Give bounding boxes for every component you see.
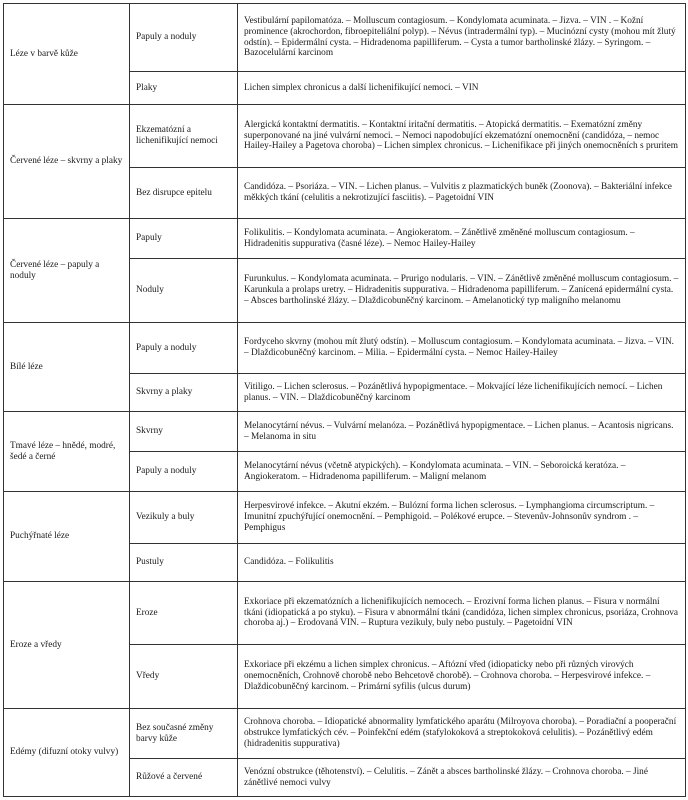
table-row — [4, 709, 686, 759]
table-row — [4, 492, 686, 544]
description-cell: Candidóza. – Psoriáza. – VIN. – Lichen planus. – Vulvitis z plazmatických buněk (Zoonova). – Bakteriální infekce měkkých tkání (celulitis a nekrotizující fasciitis). – Pagetoidní VIN — [238, 168, 686, 219]
category-cell: Léze v barvě kůže — [4, 4, 130, 105]
subcategory-cell: Papuly a noduly — [130, 323, 238, 374]
description-cell: Venózní obstrukce (těhotenství). – Celulitis. – Zánět a absces bartholinské žlázy. – Crohnova choroba. – Jiné zánětlivé nemoci vulvy — [238, 759, 686, 797]
description-cell: Furunkulus. – Kondylomata acuminata. – Prurigo nodularis. – VIN. – Zánětlivě změněné molluscum contagiosum. – Karunkula a prolaps uretry. – Hidradenitis suppurativa. – Hidradenoma papilliferum. – Zanícená epidermální cysta. – Absces bartholinské žlázy. – Dlaždicobuněčný karcinom. – Amelanotický typ maligního melanomu — [238, 259, 686, 323]
subcategory-cell: Ekzematózní a lichenifikující nemoci — [130, 105, 238, 168]
table-row — [4, 323, 686, 374]
category-cell: Červené léze – papuly a noduly — [4, 219, 130, 323]
description-cell: Crohnova choroba. – Idiopatické abnormality lymfatického aparátu (Milroyova choroba). – Poradiační a pooperační obstrukce lymfatických cév. – Poinfekční edém (stafylokoková a streptokoková celulitis). – Pozánětlivý edém (hidradenitis suppurativa) — [238, 709, 686, 759]
description-cell: Vitiligo. – Lichen sclerosus. – Pozánětlivá hypopigmentace. – Mokvající léze lichenifikujících nemocí. – Lichen planus. – VIN. – Dlaždicobuněčný karcinom — [238, 374, 686, 412]
category-cell: Eroze a vředy — [4, 582, 130, 709]
description-cell: Fordyceho skvrny (mohou mít žlutý odstín). – Molluscum contagiosum. – Kondylomata acuminata. – Jizva. – VIN. – Dlaždicobuněčný karcinom. – Milia. – Epidermální cysta. – Nemoc Hailey-Hailey — [238, 323, 686, 374]
table-row — [4, 105, 686, 168]
description-cell: Alergická kontaktní dermatitis. – Kontaktní iritační dermatitis. – Atopická dermatitis. – Exematózní změny superponované na jiné vulvární nemoci. – Nemoci napodobující ekzematózní onemocnění (candidóza, – nemoc Hailey-Hailey a Pagetova choroba) – Lichen simplex chronicus. – Lichenifikace při jiných onemocněních s pruritem — [238, 105, 686, 168]
subcategory-cell: Noduly — [130, 259, 238, 323]
description-cell: Candidóza. – Folikulitis — [238, 544, 686, 582]
vulvar-lesion-classification-table — [3, 3, 686, 797]
category-cell: Puchýřnaté léze — [4, 492, 130, 582]
category-cell: Edémy (difuzní otoky vulvy) — [4, 709, 130, 797]
category-cell: Bílé léze — [4, 323, 130, 412]
description-cell: Exkoriace při ekzematózních a lichenifikujících nemocech. – Erozivní forma lichen planus. – Fisura v normální tkáni (idiopatická a po styku). – Fisura v abnormální tkáni (candidóza, lichen simplex chronicus, psoriáza, Crohnova choroba aj.) – Erodovaná VIN. – Ruptura vezikuly, buly nebo pustuly. – Pagetoidní VIN — [238, 582, 686, 645]
description-cell: Melanocytární névus (včetně atypických). – Kondylomata acuminata. – VIN. – Seboroická keratóza. – Angiokeratom. – Hidradenoma papilliferum. – Maligní melanom — [238, 452, 686, 492]
subcategory-cell: Bez současné změny barvy kůže — [130, 709, 238, 759]
subcategory-cell: Pustuly — [130, 544, 238, 582]
subcategory-cell: Skvrny — [130, 412, 238, 452]
description-cell: Herpesvirové infekce. – Akutní ekzém. – Bulózní forma lichen sclerosus. – Lymphangioma circumscriptum. – Imunitní zpuchýřující onemocnění. – Pemphigoid. – Polékové erupce. – Stevenův-Johnsonův syndrom . – Pemphigus — [238, 492, 686, 544]
category-cell: Tmavé léze – hnědé, modré, šedé a černé — [4, 412, 130, 492]
subcategory-cell: Vezikuly a buly — [130, 492, 238, 544]
description-cell: Exkoriace při ekzému a lichen simplex chronicus. – Aftózní vřed (idiopaticky nebo při různých virových onemocněních, Crohnově chorobě nebo Behcetově chorobě). – Crohnova choroba. – Herpesvirové infekce. – Dlaždicobuněčný karcinom. – Primární syfilis (ulcus durum) — [238, 645, 686, 709]
description-cell: Folikulitis. – Kondylomata acuminata. – Angiokeratom. – Zánětlivě změněné molluscum contagiosum. – Hidradenitis suppurativa (časné léze). – Nemoc Hailey-Hailey — [238, 219, 686, 259]
description-cell: Lichen simplex chronicus a další lichenifikující nemoci. – VIN — [238, 72, 686, 105]
subcategory-cell: Vředy — [130, 645, 238, 709]
description-cell: Melanocytární névus. – Vulvární melanóza. – Pozánětlivá hypopigmentace. – Lichen planus. – Acantosis nigricans. – Melanoma in situ — [238, 412, 686, 452]
subcategory-cell: Růžové a červené — [130, 759, 238, 797]
table-row — [4, 412, 686, 452]
subcategory-cell: Eroze — [130, 582, 238, 645]
category-cell: Červené léze – skvrny a plaky — [4, 105, 130, 219]
subcategory-cell: Plaky — [130, 72, 238, 105]
table-row — [4, 582, 686, 645]
table-row — [4, 219, 686, 259]
description-cell: Vestibulární papilomatóza. – Molluscum contagiosum. – Kondylomata acuminata. – Jizva. – VIN . – Kožní prominence (akrochordon, fibroepiteliální polyp). – Névus (intradermální typ). – Mucinózní cysty (mohou mít žlutý odstín). – Epidermální cysta. – Hidradenoma papilliferum. – Cysta a tumor bartholinské žlázy. – Syringom. – Bazocelulární karcinom — [238, 4, 686, 72]
subcategory-cell: Papuly a noduly — [130, 452, 238, 492]
subcategory-cell: Papuly a noduly — [130, 4, 238, 72]
subcategory-cell: Bez disrupce epitelu — [130, 168, 238, 219]
subcategory-cell: Skvrny a plaky — [130, 374, 238, 412]
table-row — [4, 4, 686, 72]
subcategory-cell: Papuly — [130, 219, 238, 259]
